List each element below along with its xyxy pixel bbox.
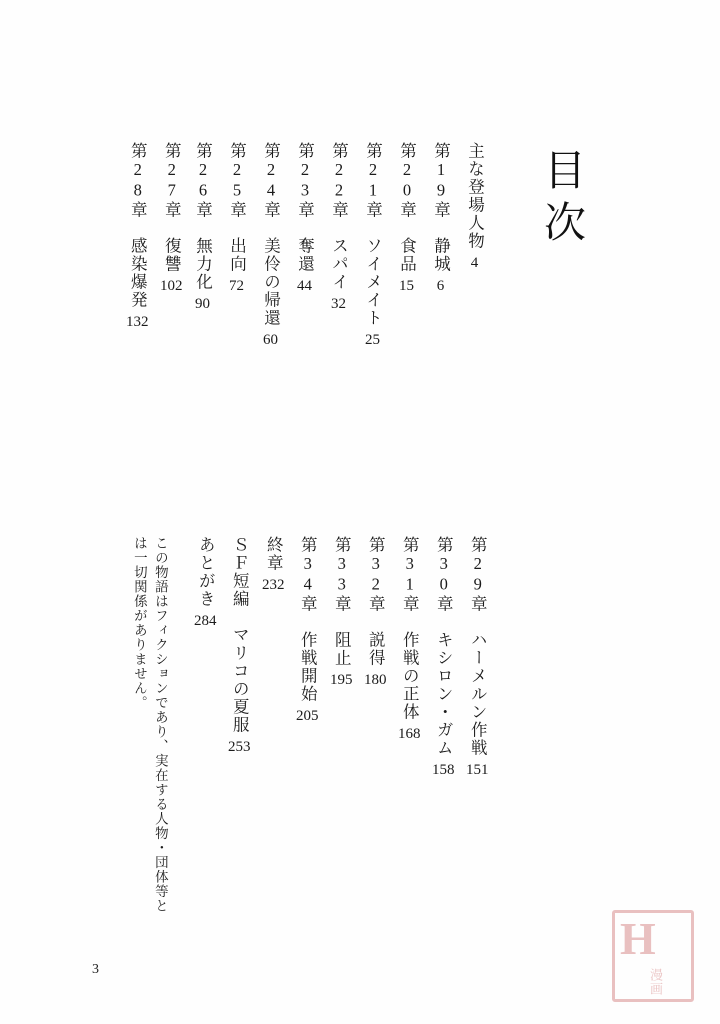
toc-entry-page: 102 bbox=[160, 278, 183, 294]
toc-entry[interactable] bbox=[228, 142, 245, 294]
toc-entry-page: 253 bbox=[228, 739, 251, 755]
toc-entry-label: 第31章 作戦の正体 bbox=[400, 536, 420, 721]
toc-entry-page: 195 bbox=[330, 672, 353, 688]
toc-entry-label: 第22章 スパイ bbox=[329, 142, 349, 291]
toc-entry[interactable] bbox=[330, 536, 353, 688]
toc-entry[interactable] bbox=[194, 142, 211, 312]
toc-entry[interactable] bbox=[160, 142, 183, 294]
toc-entry-label: 第25章 出向 bbox=[227, 142, 247, 273]
page-title: 目次 bbox=[538, 148, 584, 252]
toc-entry-page: 132 bbox=[126, 314, 149, 330]
toc-entry-label: 第34章 作戦開始 bbox=[298, 536, 318, 703]
toc-entry-page: 168 bbox=[398, 726, 421, 742]
toc-entry-label: 第29章 ハーメルン作戦 bbox=[468, 536, 488, 757]
toc-entry-label: あとがき bbox=[196, 536, 216, 608]
toc-entry-label: 第28章 感染爆発 bbox=[128, 142, 148, 309]
toc-entry[interactable] bbox=[126, 142, 149, 330]
toc-entry-page: 60 bbox=[263, 332, 278, 348]
toc-entry[interactable] bbox=[228, 536, 251, 755]
toc-entry-page: 151 bbox=[466, 762, 489, 778]
toc-entry[interactable] bbox=[262, 142, 279, 348]
toc-entry-page: 32 bbox=[331, 296, 346, 312]
toc-entry-page: 205 bbox=[296, 708, 319, 724]
toc-entry-label: 終章 bbox=[264, 536, 284, 572]
toc-entry[interactable] bbox=[398, 142, 415, 294]
toc-entry-page: 4 bbox=[470, 255, 479, 271]
watermark-subtext: 漫画 bbox=[648, 968, 663, 996]
toc-entry-page: 25 bbox=[365, 332, 380, 348]
toc-entry[interactable] bbox=[330, 142, 347, 312]
toc-entry-page: 72 bbox=[229, 278, 244, 294]
toc-entry-label: 第24章 美伶の帰還 bbox=[261, 142, 281, 327]
toc-entry-page: 44 bbox=[297, 278, 312, 294]
toc-entry[interactable] bbox=[398, 536, 421, 742]
toc-entry[interactable] bbox=[296, 142, 313, 294]
toc-entry[interactable] bbox=[466, 536, 489, 778]
toc-entry-page: 180 bbox=[364, 672, 387, 688]
toc-entry-page: 90 bbox=[195, 296, 210, 312]
toc-entry[interactable] bbox=[364, 536, 387, 688]
toc-entry[interactable] bbox=[432, 142, 449, 294]
toc-entry-label: 第26章 無力化 bbox=[193, 142, 213, 291]
toc-entry-page: 6 bbox=[436, 278, 445, 294]
toc-entry-label: 第33章 阻止 bbox=[332, 536, 352, 667]
toc-entry[interactable] bbox=[432, 536, 455, 778]
toc-entry-label: 第20章 食品 bbox=[397, 142, 417, 273]
toc-entry-label: 第32章 説得 bbox=[366, 536, 386, 667]
toc-entry[interactable] bbox=[194, 536, 217, 629]
toc-entry-page: 284 bbox=[194, 613, 217, 629]
toc-entry-label: 第19章 静城 bbox=[431, 142, 451, 273]
watermark-logo bbox=[612, 910, 694, 1002]
toc-entry[interactable] bbox=[364, 142, 381, 348]
toc-entry[interactable] bbox=[296, 536, 319, 724]
toc-entry[interactable] bbox=[262, 536, 285, 593]
toc-entry-label: 第23章 奪還 bbox=[295, 142, 315, 273]
toc-entry-label: 主な登場人物 bbox=[465, 142, 485, 250]
toc-entry[interactable] bbox=[466, 142, 483, 271]
toc-entry-page: 15 bbox=[399, 278, 414, 294]
toc-entry-page: 158 bbox=[432, 762, 455, 778]
watermark-letter: H bbox=[620, 913, 656, 964]
page-number: 3 bbox=[92, 962, 99, 977]
toc-entry-label: 第30章 キシロン・ガム bbox=[434, 536, 454, 757]
toc-entry-page: 232 bbox=[262, 577, 285, 593]
fiction-disclaimer: この物語はフィクションであり、実在する人物・団体等とは一切関係がありません。 bbox=[131, 536, 168, 913]
toc-entry-label: ＳＦ短編 マリコの夏服 bbox=[230, 536, 250, 734]
toc-entry-label: 第27章 復讐 bbox=[162, 142, 182, 273]
toc-entry-label: 第21章 ソイメイト bbox=[363, 142, 383, 327]
